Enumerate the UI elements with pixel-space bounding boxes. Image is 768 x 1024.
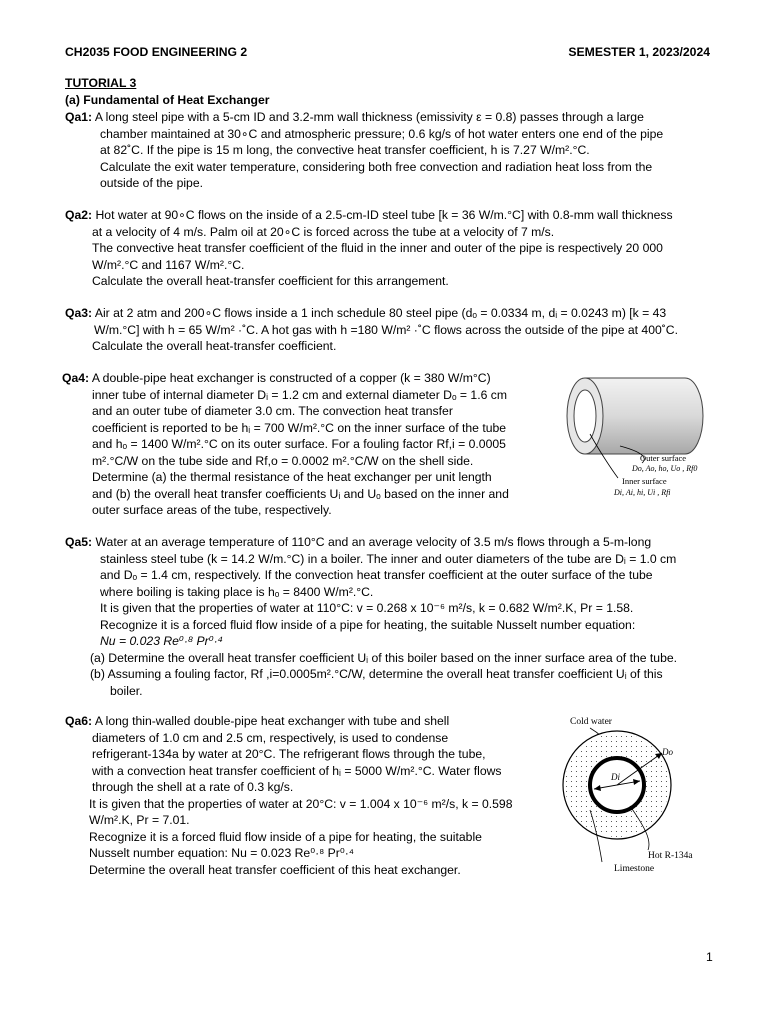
hot-r134a-label: Hot R-134a [648, 851, 693, 861]
qa1-label: Qa1: [65, 110, 93, 124]
qa4-label: Qa4: [62, 371, 90, 385]
qa2-line-3: The convective heat transfer coefficient of the fluid in the inner and outer of the pipe is respectively 20 000 [92, 241, 663, 255]
inner-surface-label: Inner surface [622, 476, 667, 486]
qa4-line-3: and an outer tube of diameter 3.0 cm. The convection heat transfer [92, 404, 453, 418]
qa5-part-a: (a) Determine the overall heat transfer coefficient Uᵢ of this boiler based on the inner surface area of the tube. [90, 650, 678, 665]
question-qa6 [65, 713, 535, 878]
qa3-line-3: Calculate the overall heat-transfer coefficient. [92, 339, 337, 353]
qa3-line-1: Air at 2 atm and 200∘C flows inside a 1 inch schedule 80 steel pipe (dₒ = 0.0334 m, dᵢ = 0.0243 m) [k = 43 [94, 306, 667, 320]
tutorial-title: TUTORIAL 3 [65, 76, 137, 90]
qa1-line-1: A long steel pipe with a 5-cm ID and 3.2-mm wall thickness (emissivity ε = 0.8) passes through a large [94, 110, 644, 124]
question-qa2 [65, 207, 715, 290]
qa4-line-1: A double-pipe heat exchanger is constructed of a copper (k = 380 W/m°C) [91, 371, 491, 385]
semester-label: SEMESTER 1, 2023/2024 [568, 45, 710, 59]
qa6-line-9: Nusselt number equation: Nu = 0.023 Re⁰·⁸ Pr⁰·⁴ [89, 846, 355, 860]
qa4-line-4: coefficient is reported to be hᵢ = 700 W/m².°C on the inner surface of the tube [92, 420, 507, 435]
double-pipe-figure [560, 370, 720, 502]
qa5-line-3: and Dₒ = 1.4 cm, respectively. If the convection heat transfer coefficient at the outer surface of the tube [100, 568, 653, 582]
qa5-line-2: stainless steel tube (k = 14.2 W/m.°C) in a boiler. The inner and outer diameters of the tube are Dᵢ = 1.0 cm [100, 551, 677, 566]
inner-tube-opening [574, 390, 596, 442]
page-number: 1 [706, 950, 713, 964]
qa1-line-4: Calculate the exit water temperature, considering both free convection and radiation heat loss from the [100, 159, 653, 174]
inner-surface-vars: Di, Ai, hi, Ui , Rfi [614, 488, 671, 497]
qa4-line-6: m².°C/W on the tube side and Rf,o = 0.0002 m².°C/W on the shell side. [92, 453, 474, 468]
qa5-line-1: Water at an average temperature of 110°C and an average velocity of 3.5 m/s flows through a 5-m-long [95, 535, 652, 549]
question-qa4 [62, 370, 552, 519]
qa6-line-8: Recognize it is a forced fluid flow inside of a pipe for heating, the suitable [89, 829, 482, 844]
cold-water-label: Cold water [570, 717, 612, 727]
qa4-line-5: and hₒ = 1400 W/m².°C on its outer surface. For a fouling factor Rf,i = 0.0005 [92, 437, 506, 451]
di-label: Di [611, 772, 620, 782]
qa5-part-b-cont: boiler. [110, 683, 143, 698]
qa6-line-6: It is given that the properties of water at 20°C: v = 1.004 x 10⁻⁶ m²/s, k = 0.598 [89, 796, 513, 811]
qa5-line-5: It is given that the properties of water at 110°C: v = 0.268 x 10⁻⁶ m²/s, k = 0.682 W/m².K, Pr = 1.58. [100, 601, 634, 615]
outer-surface-vars: Do, Ao, ho, Uo , Rf0 [632, 464, 698, 473]
qa2-line-5: Calculate the overall heat-transfer coefficient for this arrangement. [92, 274, 449, 288]
qa4-line-9: outer surface areas of the tube, respectively. [92, 503, 332, 517]
qa4-line-8: and (b) the overall heat transfer coefficients Uᵢ and Uₒ based on the inner and [92, 486, 509, 501]
qa3-line-2: W/m.°C] with h = 65 W/m² ·˚C. A hot gas with h =180 W/m² ·˚C flows across the outside of the pipe at 400˚C. [94, 322, 678, 337]
qa4-line-2: inner tube of internal diameter Dᵢ = 1.2 cm and external diameter Dₒ = 1.6 cm [92, 387, 508, 402]
limestone-label: Limestone [614, 864, 655, 874]
qa6-label: Qa6: [65, 714, 93, 728]
qa3-label: Qa3: [65, 306, 93, 320]
qa5-line-6: Recognize it is a forced fluid flow inside of a pipe for heating, the suitable Nusselt number equation: [100, 617, 636, 632]
qa6-line-1: A long thin-walled double-pipe heat exchanger with tube and shell [94, 714, 450, 728]
qa1-line-2: chamber maintained at 30∘C and atmospheric pressure; 0.6 kg/s of hot water enters one end of the pipe [100, 126, 664, 141]
outer-surface-label: Outer surface [640, 453, 687, 463]
qa5-line-4: where boiling is taking place is hₒ = 8400 W/m².°C. [100, 584, 374, 599]
cross-section-figure [560, 710, 720, 880]
qa2-line-2: at a velocity of 4 m/s. Palm oil at 20∘C is forced across the tube at a velocity of 7 m/s. [92, 224, 555, 239]
qa2-line-1: Hot water at 90∘C flows on the inside of a 2.5-cm-ID steel tube [k = 36 W/m.°C] with 0.8-mm wall thickness [95, 208, 673, 222]
qa1-line-3: at 82˚C. If the pipe is 15 m long, the convective heat transfer coefficient, h is 7.27 W/m².°C. [100, 143, 590, 157]
qa2-line-4: W/m².°C and 1167 W/m².°C. [92, 257, 245, 272]
qa4-line-7: Determine (a) the thermal resistance of the heat exchanger per unit length [92, 470, 492, 484]
qa6-line-5: through the shell at a rate of 0.3 kg/s. [92, 780, 294, 794]
do-label: Do [662, 747, 673, 757]
qa6-line-4: with a convection heat transfer coefficient of hᵢ = 5000 W/m².°C. Water flows [92, 763, 502, 778]
course-title: CH2035 FOOD ENGINEERING 2 [65, 45, 248, 59]
qa2-label: Qa2: [65, 208, 93, 222]
qa5-nusselt-equation: Nu = 0.023 Re⁰·⁸ Pr⁰·⁴ [100, 634, 223, 648]
qa5-part-b: (b) Assuming a fouling factor, Rf ,i=0.0005m².°C/W, determine the overall heat transfer coefficient Uᵢ of this [90, 667, 663, 681]
qa6-line-7: W/m².K, Pr = 7.01. [89, 813, 190, 827]
question-qa3 [65, 305, 715, 355]
qa5-label: Qa5: [65, 535, 93, 549]
qa6-line-2: diameters of 1.0 cm and 2.5 cm, respectively, is used to condense [92, 730, 449, 745]
qa6-line-10: Determine the overall heat transfer coefficient of this heat exchanger. [89, 862, 461, 877]
qa6-line-3: refrigerant-134a by water at 20°C. The refrigerant flows through the tube, [92, 747, 486, 761]
question-qa1 [65, 109, 715, 192]
qa1-line-5: outside of the pipe. [100, 176, 203, 190]
section-heading: (a) Fundamental of Heat Exchanger [65, 93, 270, 107]
question-qa5 [65, 534, 715, 699]
